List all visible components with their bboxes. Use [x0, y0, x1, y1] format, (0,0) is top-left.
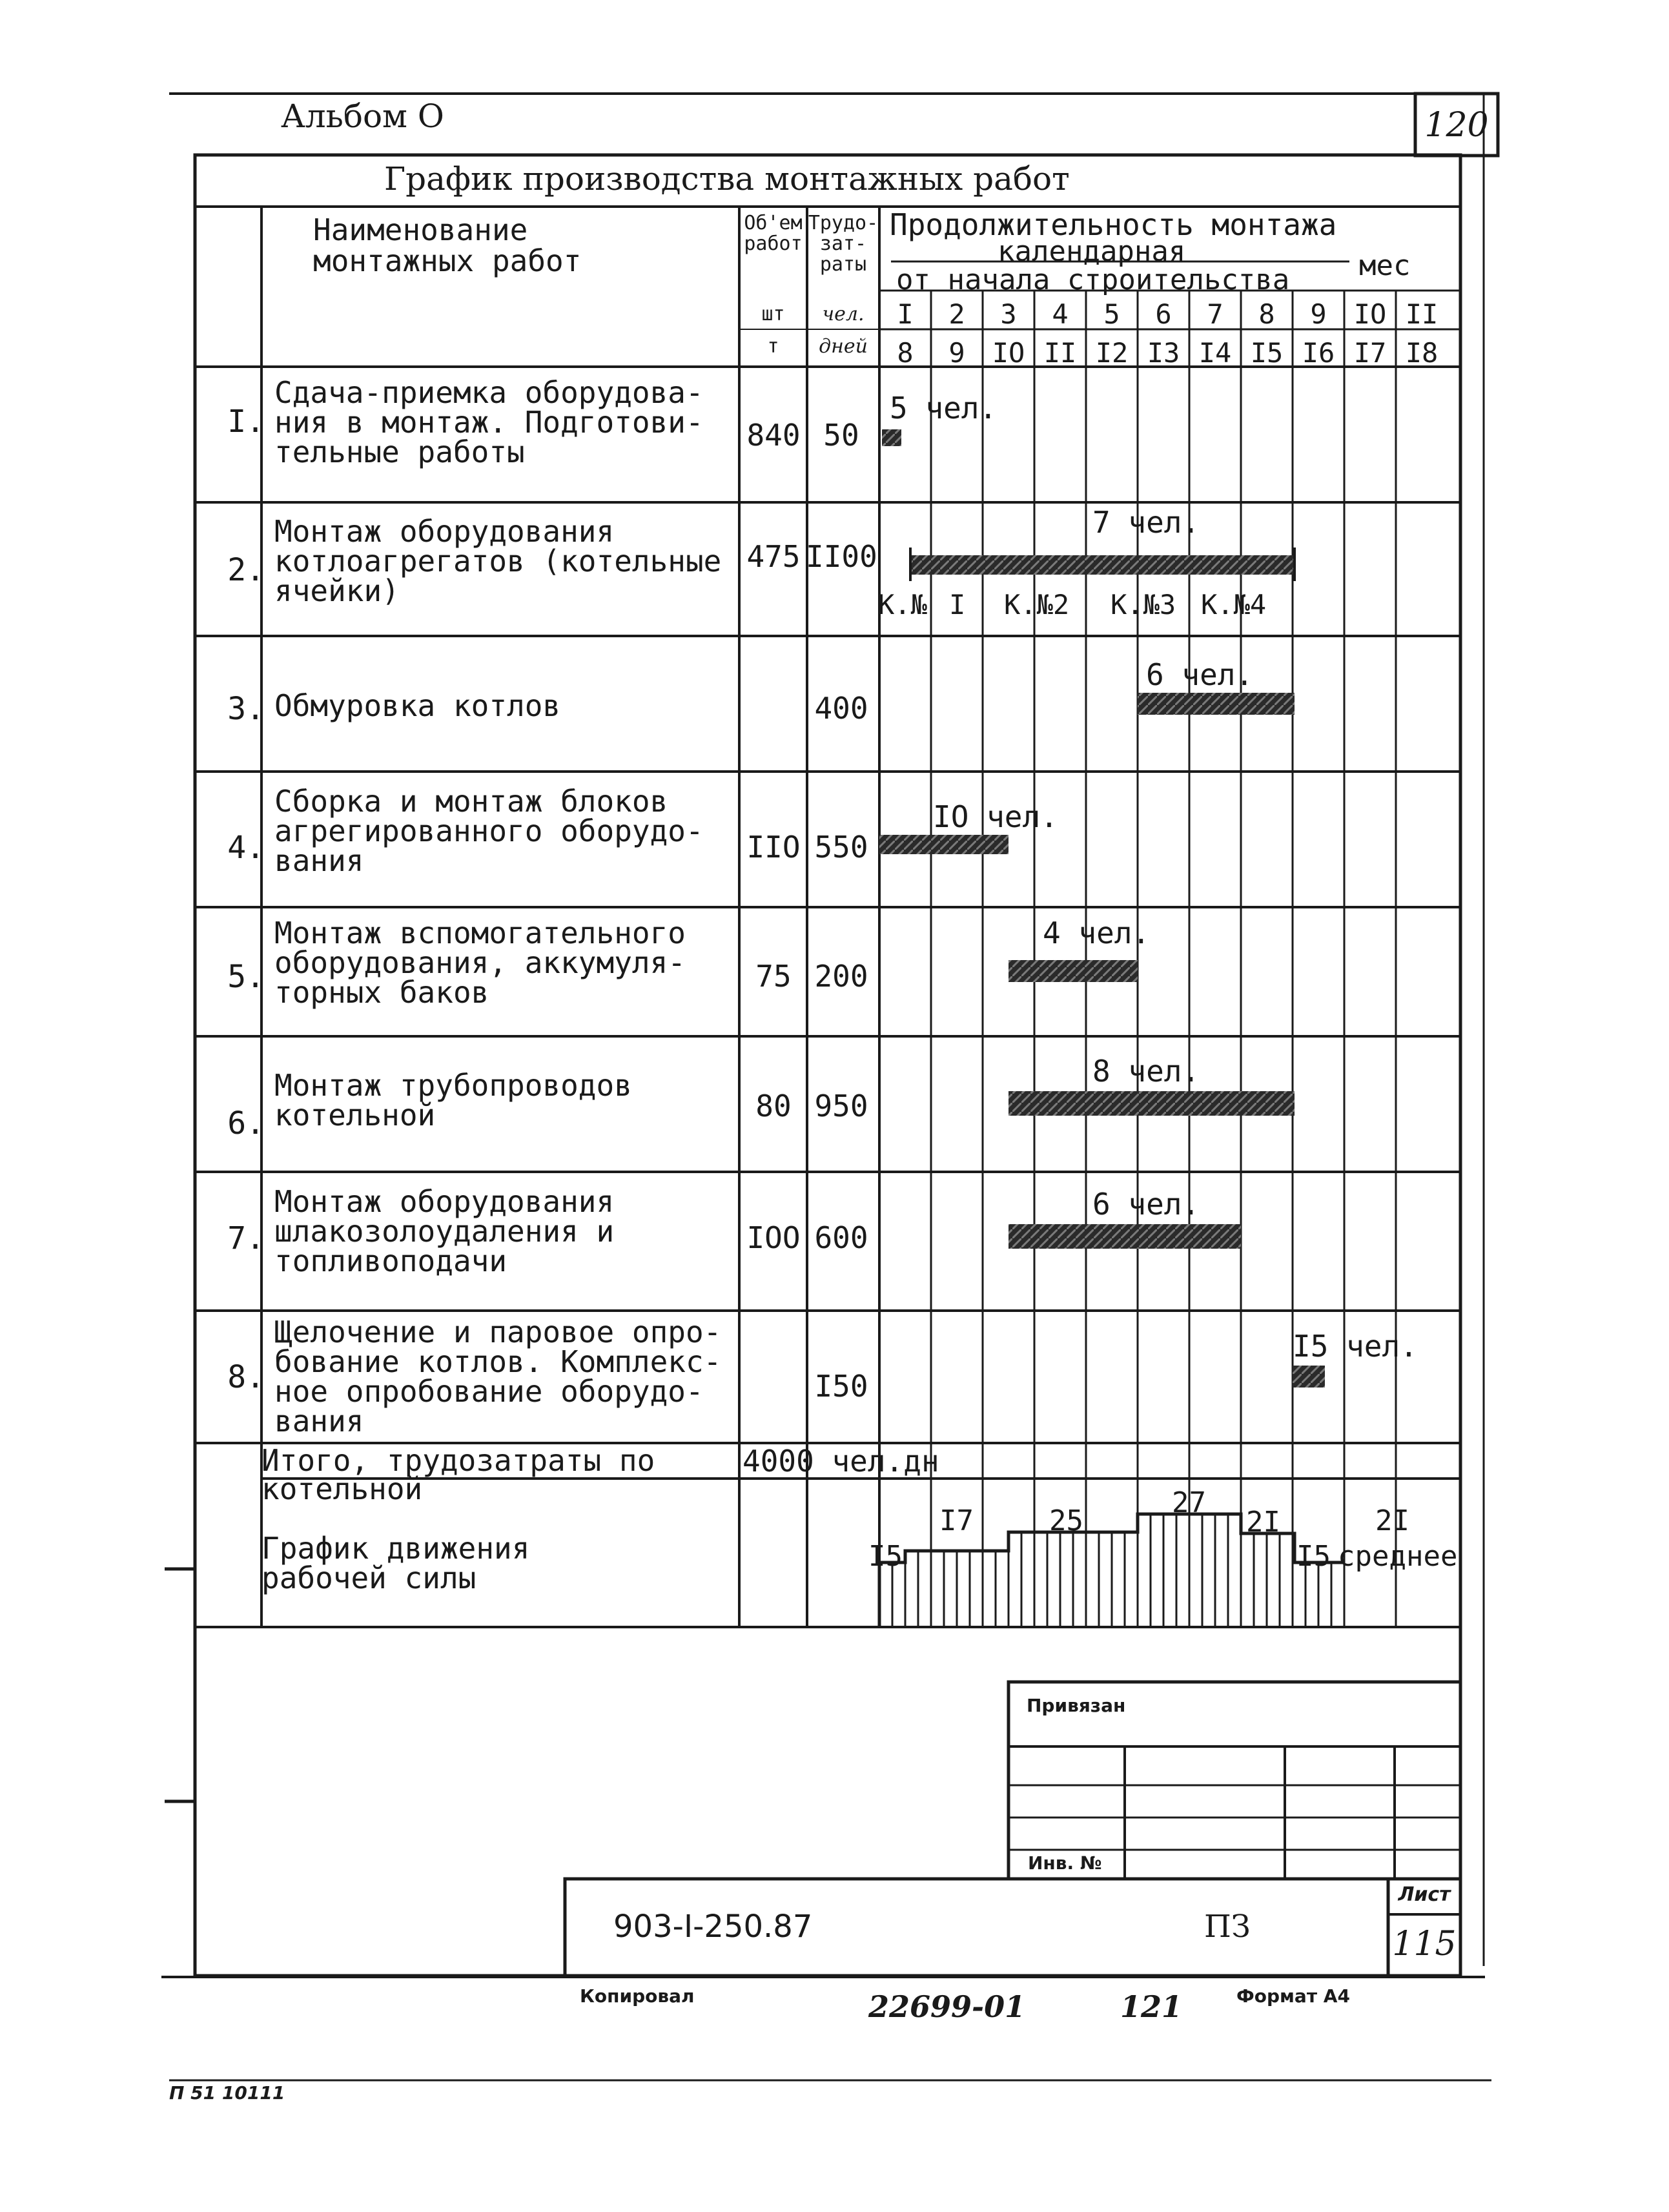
workforce-value: 25	[1049, 1504, 1083, 1537]
workforce-label: График движения рабочей силы	[261, 1531, 530, 1595]
month-header: 6	[1155, 298, 1172, 330]
boiler-cell-label: К.№4	[1201, 589, 1267, 620]
workforce-value: I7	[939, 1504, 974, 1537]
task-name: Обмуровка котлов	[274, 688, 561, 723]
month-from-start: I5	[1250, 337, 1284, 369]
task-bar-5	[1009, 960, 1138, 982]
task-name: Щелочение и паровое опро- бование котлов. Комплекс- ное опробование оборудо- вания	[274, 1315, 722, 1439]
month-from-start: I6	[1302, 337, 1335, 369]
month-header: I	[897, 298, 914, 330]
task-crew: 6 чел.	[1146, 657, 1254, 692]
task-volume: 80	[755, 1089, 792, 1123]
task-name: Монтаж оборудования шлакозолоудаления и топливоподачи	[274, 1184, 615, 1278]
task-number: 5.	[227, 959, 265, 995]
month-header: 9	[1310, 298, 1327, 330]
task-labor: 50	[823, 418, 859, 453]
task-name: Сборка и монтаж блоков агрегированного оборудо- вания	[274, 784, 704, 878]
duration-header-line3: от начала строительства	[896, 263, 1290, 296]
labor-units: чел. дней	[819, 303, 868, 358]
task-crew: IO чел.	[933, 799, 1058, 834]
sheet-value: 115	[1392, 1925, 1457, 1963]
month-header: 4	[1052, 298, 1069, 330]
task-labor: 550	[814, 830, 868, 865]
month-from-start: I7	[1353, 337, 1387, 369]
total-label: Итого, трудозатраты по котельной	[261, 1443, 655, 1506]
month-from-start: IO	[992, 337, 1025, 369]
task-number: I.	[227, 404, 265, 440]
workforce-value: 27	[1172, 1486, 1206, 1519]
duration-header-line1: Продолжительность монтажа	[890, 207, 1337, 242]
workforce-value: I5	[1296, 1540, 1331, 1573]
month-header: 2	[948, 298, 965, 330]
month-from-start: I2	[1095, 337, 1129, 369]
bound-label: Привязан	[1027, 1695, 1126, 1716]
boiler-cell-label: К.№2	[1004, 589, 1070, 620]
task-volume: 475	[746, 539, 801, 574]
task-number: 4.	[227, 830, 265, 866]
task-name: Сдача-приемка оборудова- ния в монтаж. Подготови- тельные работы	[274, 375, 704, 469]
month-from-start: II	[1043, 337, 1077, 369]
boiler-cell-label: I	[949, 589, 966, 620]
task-labor: 950	[814, 1089, 868, 1123]
workforce-value: I5	[868, 1540, 903, 1573]
task-labor: I50	[814, 1369, 868, 1404]
task-number: 2.	[227, 552, 265, 588]
task-volume: 75	[755, 959, 792, 994]
task-name: Монтаж вспомогательного оборудования, аккумуля- торных баков	[274, 916, 686, 1010]
total-value: 4000 чел.дн	[742, 1444, 939, 1479]
month-header: 7	[1207, 298, 1224, 330]
month-header: 5	[1103, 298, 1120, 330]
task-crew: 7 чел.	[1092, 505, 1200, 540]
month-header: 3	[1000, 298, 1017, 330]
document-code: 903-I-250.87	[613, 1909, 813, 1945]
month-header: II	[1405, 298, 1439, 330]
month-from-start: 8	[897, 337, 914, 369]
month-from-start: I4	[1198, 337, 1232, 369]
boiler-cell-label: К.№3	[1111, 589, 1176, 620]
inventory-label: Инв. №	[1028, 1852, 1102, 1874]
duration-header-line2: календарная	[998, 235, 1186, 268]
task-bar-4	[879, 835, 1009, 854]
sheet-number-top: 120	[1424, 106, 1489, 145]
month-grid	[931, 291, 1396, 1627]
task-bar-1	[882, 429, 901, 446]
workforce-value: 2I	[1375, 1504, 1409, 1537]
task-name: Монтаж оборудования котлоагрегатов (котельные ячейки)	[274, 514, 722, 608]
task-labor: 200	[814, 959, 868, 994]
task-number: 8.	[227, 1359, 265, 1395]
task-crew: 5 чел.	[890, 391, 998, 425]
task-crew: 8 чел.	[1092, 1054, 1200, 1089]
task-labor: II00	[806, 539, 877, 574]
duration-unit: мес	[1359, 249, 1411, 282]
month-from-start: I8	[1405, 337, 1439, 369]
copied-label: Копировал	[580, 1985, 695, 2007]
volume-units: шт т	[761, 303, 785, 358]
workforce-average-label: среднее	[1338, 1540, 1458, 1573]
task-volume: IIO	[746, 830, 801, 865]
task-bar-8	[1293, 1366, 1325, 1388]
task-bar-2	[910, 555, 1295, 575]
task-bar-7	[1009, 1224, 1241, 1249]
workforce-value: 2I	[1246, 1506, 1280, 1539]
task-number: 3.	[227, 691, 265, 727]
name-column-header: Наименование монтажных работ	[313, 212, 582, 278]
page-number: 121	[1120, 1989, 1183, 2024]
month-header: 8	[1258, 298, 1275, 330]
task-labor: 400	[814, 691, 868, 726]
task-name: Монтаж трубопроводов котельной	[274, 1068, 632, 1132]
order-number: 22699-01	[868, 1989, 1026, 2024]
page-title: График производства монтажных работ	[384, 160, 1070, 198]
volume-column-header: Об'ем работ	[744, 212, 803, 255]
task-crew: I5 чел.	[1293, 1329, 1418, 1364]
month-from-start: 9	[948, 337, 965, 369]
task-crew: 6 чел.	[1092, 1187, 1200, 1222]
bottom-code: П 51 10111	[169, 2082, 285, 2104]
boiler-cell-label: К.№	[878, 589, 927, 620]
task-number: 7.	[227, 1220, 265, 1256]
task-bar-3	[1138, 693, 1295, 715]
task-bar-6	[1009, 1091, 1295, 1116]
task-number: 6.	[227, 1105, 265, 1142]
month-header: IO	[1353, 298, 1387, 330]
task-crew: 4 чел.	[1043, 916, 1151, 950]
section-code: ПЗ	[1204, 1909, 1251, 1945]
task-volume: IOO	[746, 1220, 801, 1255]
task-labor: 600	[814, 1220, 868, 1255]
sheet-label: Лист	[1398, 1883, 1451, 1906]
format-label: Формат А4	[1236, 1985, 1350, 2007]
task-volume: 840	[746, 418, 801, 453]
month-from-start: I3	[1147, 337, 1180, 369]
album-label: Альбом О	[281, 97, 444, 135]
labor-column-header: Трудо- зат- раты	[808, 212, 879, 276]
